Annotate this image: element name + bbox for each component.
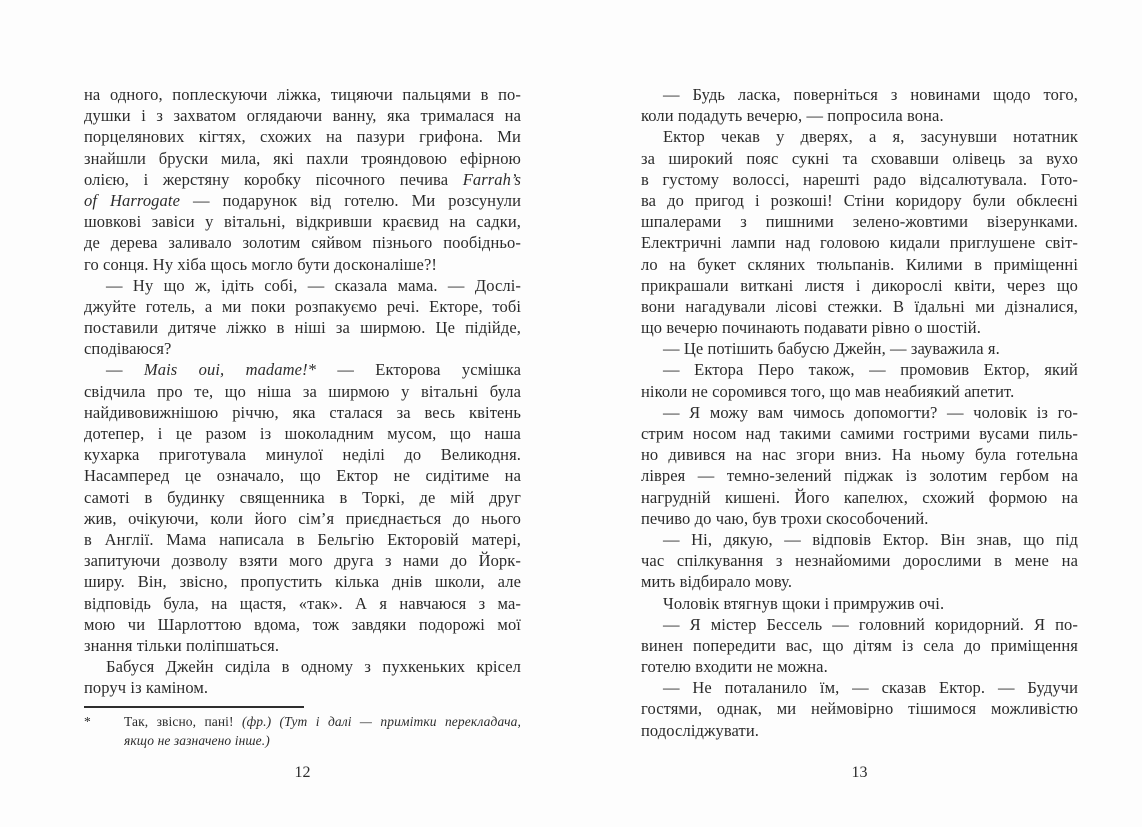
text-line	[641, 296, 1078, 317]
text-segment: ло на букет скляних тюльпанів. Килими в приміщенні	[641, 254, 1078, 274]
paragraph	[84, 275, 521, 360]
text-line	[84, 190, 521, 211]
text-line	[84, 317, 521, 338]
footnote-marker: *	[84, 714, 91, 730]
text-segment: Ектор чекав у дверях, а я, засунувши нотатник	[663, 127, 1078, 147]
text-segment: порцелянових кігтях, схожих на пазури грифона. Ми	[84, 127, 521, 147]
text-line	[84, 487, 521, 508]
paragraph	[641, 359, 1078, 401]
text-segment: печиво до чаю, був трохи скособочений.	[641, 508, 929, 528]
text-line	[641, 105, 1078, 126]
paragraph	[84, 359, 521, 656]
text-segment: знайшли бруски мила, які пахли трояндовою ефірною	[84, 148, 521, 168]
text-segment: — Екторова усмішка	[316, 360, 521, 380]
paragraph	[641, 84, 1078, 126]
text-line	[641, 677, 1078, 698]
text-segment: —	[106, 360, 144, 380]
text-line	[84, 296, 521, 317]
text-line	[641, 656, 1078, 677]
text-segment: подосліджувати.	[641, 720, 759, 740]
paragraph	[641, 614, 1078, 678]
paragraph	[641, 338, 1078, 359]
text-segment: — Ні, дякую, — відповів Ектор. Він знав, що під	[663, 529, 1078, 549]
text-line	[84, 338, 521, 359]
text-segment: кухарка приготувала минулої неділі до Великодня.	[84, 445, 521, 465]
text-segment: ніколи не соромився того, що мав неабиякий апетит.	[641, 381, 1015, 401]
page-text	[641, 84, 1078, 741]
text-segment: — Ну що ж, ідіть собі, — сказала мама. — Дослі-	[106, 275, 521, 295]
text-segment: но дивився на нас згори вниз. На ньому була готельна	[641, 445, 1078, 465]
text-line	[84, 84, 521, 105]
text-segment: душки і з захватом оглядаючи ванну, яка трималася на	[84, 106, 521, 126]
text-segment: найдивовижнішою річчю, яка сталася за весь квітень	[84, 402, 521, 422]
text-segment: відповідь була, на щастя, «так». А я навчаюся з ма-	[84, 593, 521, 613]
text-line	[641, 338, 1078, 359]
text-segment: свідчила про те, що ніша за ширмою у вітальні була	[84, 381, 521, 401]
text-line	[84, 444, 521, 465]
text-segment: Електричні лампи над головою кидали приглушене світ-	[641, 233, 1078, 253]
paragraph	[641, 126, 1078, 338]
text-segment: го сонця. Ну хіба щось могло бути досконаліше?!	[84, 254, 437, 274]
text-segment: де дерева заливало золотим сяйвом пізнього пообідньо-	[84, 233, 521, 253]
text-line	[84, 254, 521, 275]
text-line	[84, 593, 521, 614]
text-segment: готелю входити не можна.	[641, 657, 828, 677]
text-line	[84, 508, 521, 529]
text-line	[641, 508, 1078, 529]
text-line	[84, 635, 521, 656]
text-segment: прикрашали виткані листя і дикорослі квіти, через що	[641, 275, 1078, 295]
text-segment: ліврея — темно-зелений піджак із золотим гербом на	[641, 466, 1078, 486]
page-number-left: 12	[294, 764, 311, 781]
text-line	[641, 698, 1078, 719]
paragraph	[641, 529, 1078, 593]
text-line	[84, 571, 521, 592]
text-segment: нагрудній кишені. Його капелюх, схожий формою на	[641, 487, 1078, 507]
text-line	[641, 232, 1078, 253]
text-segment: коли подадуть вечерю, — попросила вона.	[641, 106, 944, 126]
text-segment: знання тільки поліпшаться.	[84, 635, 280, 655]
text-line	[641, 571, 1078, 592]
text-segment: вони нагадували лісові стежки. В їдальні ми дізналися,	[641, 296, 1078, 316]
text-segment: ва до пригод і розкоші! Стіни коридору були обклеєні	[641, 190, 1078, 210]
text-line	[84, 550, 521, 571]
text-line	[641, 359, 1078, 380]
text-segment: жив, очікуючи, коли його сім’я приєднається до нього	[84, 508, 521, 528]
text-line	[641, 84, 1078, 105]
text-line	[84, 656, 521, 677]
text-segment: що вечерю починають подавати рівно о шостій.	[641, 318, 981, 338]
text-segment: поруч із каміном.	[84, 678, 209, 698]
text-line	[84, 211, 521, 232]
text-line	[641, 635, 1078, 656]
text-line	[641, 423, 1078, 444]
text-segment: Чоловік втягнув щоки і примружив очі.	[663, 593, 945, 613]
text-segment: — подарунок від готелю. Ми розсунули	[180, 190, 521, 210]
page-right	[641, 84, 1078, 804]
text-line	[124, 713, 521, 732]
paragraph	[641, 402, 1078, 529]
text-line	[641, 614, 1078, 635]
text-line	[84, 677, 521, 698]
text-segment: Бабуся Джейн сиділа в одному з пухкеньких крісел	[106, 657, 521, 677]
text-line	[641, 275, 1078, 296]
text-segment: — Будь ласка, поверніться з новинами щодо того,	[663, 85, 1078, 104]
paragraph	[641, 593, 1078, 614]
text-line	[641, 148, 1078, 169]
text-line	[84, 275, 521, 296]
text-segment: винен попередити вас, що дітям із села до приміщення	[641, 635, 1078, 655]
footnote-row	[84, 713, 521, 750]
text-line	[641, 190, 1078, 211]
text-line	[84, 148, 521, 169]
text-segment: шовкові завіси у вітальні, відкривши краєвид на садки,	[84, 212, 521, 232]
text-line	[84, 402, 521, 423]
italic-text-segment: якщо не зазначено інше.)	[124, 732, 270, 748]
text-segment: в Англії. Мама написала в Бельгію Екторовій матері,	[84, 529, 521, 549]
text-segment: олією, і жерстяну коробку пісочного печива	[84, 169, 463, 189]
text-line	[84, 423, 521, 444]
text-segment: мить відбирало мову.	[641, 572, 793, 592]
page-text	[84, 84, 521, 698]
text-line	[641, 487, 1078, 508]
text-line	[641, 529, 1078, 550]
text-line	[641, 550, 1078, 571]
text-line	[641, 465, 1078, 486]
text-line	[641, 444, 1078, 465]
text-segment: Насамперед це означало, що Ектор не сидітиме на	[84, 466, 521, 486]
text-segment: за широкий пояс сукні та сховавши олівець за вухо	[641, 148, 1078, 168]
text-line	[84, 232, 521, 253]
text-line	[84, 105, 521, 126]
footnote	[84, 706, 521, 750]
paragraph	[641, 677, 1078, 741]
text-line	[641, 254, 1078, 275]
text-line	[641, 381, 1078, 402]
text-segment: — Я можу вам чимось допомогти? — чоловік із го-	[663, 402, 1078, 422]
italic-text-segment: Mais oui, madame!*	[143, 360, 317, 380]
text-line	[84, 529, 521, 550]
text-segment: — Це потішить бабусю Джейн, — зауважила я.	[663, 339, 1000, 359]
text-line	[641, 720, 1078, 741]
text-line	[84, 614, 521, 635]
text-segment: — Не поталанило їм, — сказав Ектор. — Будучи	[663, 678, 1078, 698]
text-line	[84, 381, 521, 402]
text-line	[641, 126, 1078, 147]
paragraph	[84, 84, 521, 275]
text-segment: Так, звісно, пані!	[124, 714, 242, 730]
text-segment: шпалерами з пишними зелено-жовтими візерунками.	[641, 212, 1078, 232]
text-segment: дотепер, і це разом із шоколадним мусом, що наша	[84, 424, 521, 443]
text-segment: ширу. Він, звісно, пропустить кілька днів школи, але	[84, 572, 521, 592]
footnote-rule	[84, 706, 304, 708]
text-segment: джуйте готель, а ми поки розпакуємо речі. Екторе, тобі	[84, 296, 521, 316]
italic-text-segment: Farrah’s	[462, 169, 521, 189]
text-line	[641, 317, 1078, 338]
text-segment: на одного, поплескуючи ліжка, тицяючи пальцями в по-	[84, 85, 521, 104]
text-line	[124, 732, 521, 751]
page-number-right: 13	[851, 764, 868, 781]
paragraph	[84, 656, 521, 698]
footnote-text	[124, 713, 521, 750]
text-line	[641, 402, 1078, 423]
text-segment: — Я містер Бессель — головний коридорний. Я по-	[663, 614, 1078, 634]
italic-text-segment: (фр.) (Тут і далі — примітки перекладача,	[242, 714, 521, 730]
text-line	[641, 211, 1078, 232]
text-line	[84, 126, 521, 147]
text-segment: час спілкування з незнайомими дорослими в мене на	[641, 551, 1078, 571]
text-segment: гостями, однак, ми неймовірно тішимося можливістю	[641, 699, 1078, 719]
text-segment: — Ектора Перо також, — промовив Ектор, який	[663, 360, 1078, 380]
text-line	[641, 593, 1078, 614]
text-segment: сподіваюся?	[84, 339, 172, 359]
text-line	[84, 359, 521, 380]
page-left	[84, 84, 521, 804]
text-segment: запитуючи дозволу взяти мого друга з нами до Йорк-	[84, 551, 521, 571]
text-line	[84, 465, 521, 486]
text-segment: мою чи Шарлоттою вдома, тож завдяки подорожі мої	[84, 614, 521, 634]
italic-text-segment: of Harrogate	[84, 190, 180, 210]
text-segment: стрим носом над такими самими гострими вусами пиль-	[641, 424, 1078, 443]
text-segment: поставили дитяче ліжко в ніші за ширмою. Це підійде,	[84, 318, 521, 338]
text-line	[641, 169, 1078, 190]
text-segment: в густому волоссі, нарешті радо відсалютувала. Гото-	[641, 169, 1078, 189]
text-segment: самоті в будинку священника в Торкі, де мій друг	[84, 487, 521, 507]
text-line	[84, 169, 521, 190]
